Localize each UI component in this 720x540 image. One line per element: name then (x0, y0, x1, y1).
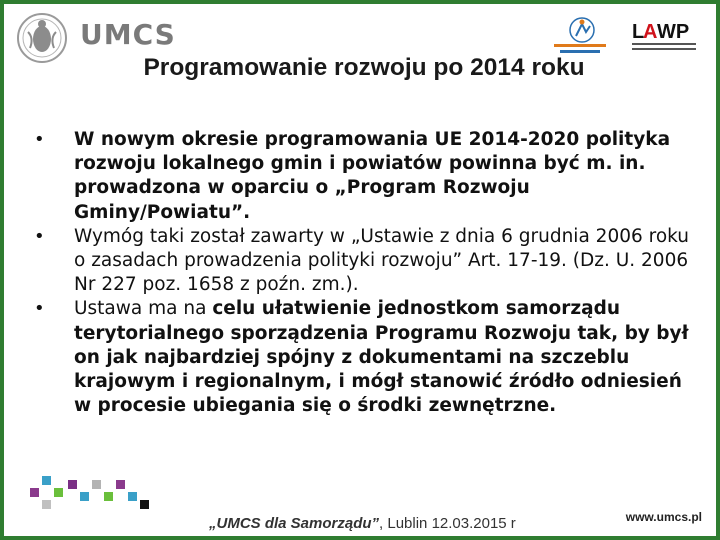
lawp-logo-icon (628, 18, 700, 58)
bullet-item (34, 297, 694, 418)
decorative-squares (28, 474, 158, 522)
bullet-text: Wymóg taki został zawarty w „Ustawie z dnia 6 grudnia 2006 roku o zasadach prowadzenia polityki rozwoju” Art. 17-19. (Dz. U. 2006 Nr 227 poz. 1658 z poźn. zm.). (74, 225, 690, 296)
bullet-list (34, 128, 694, 418)
svg-text:L: L (632, 21, 645, 43)
footer-event-date: , Lublin 12.03.2015 r (379, 515, 516, 532)
bullet-text: Ustawa ma na (74, 298, 213, 320)
bullet-item (34, 128, 694, 225)
slide-title: Programowanie rozwoju po 2014 roku (143, 54, 585, 81)
bullet-marker: • (34, 129, 45, 150)
bullet-text-emphasis: celu ułatwienie jednostkom samorządu terytorialnego sporządzenia Programu Rozwoju tak, by był on jak najbardziej spójny z dokumentami na szczeblu krajowym i regionalnym, i mógł stanowić źródło odniesień w procesie ubiegania się o środki zewnętrzne. (74, 298, 689, 417)
svg-text:A: A (643, 21, 658, 43)
umcs-wordmark: UMCS (80, 18, 176, 51)
bullet-marker: • (34, 225, 45, 247)
bullet-item (34, 225, 694, 298)
footer-event-title: „UMCS dla Samorządu” (209, 515, 380, 532)
svg-text:WP: WP (657, 21, 690, 43)
footer-event (209, 515, 516, 532)
bullet-text: W nowym okresie programowania UE 2014-2020 polityka rozwoju lokalnego gmin i powiatów powinna być m. in. prowadzona w oparciu o „Program Rozwoju Gminy/Powiatu”. (74, 129, 671, 223)
footer-url: www.umcs.pl (625, 510, 702, 524)
partner-logo-icon (552, 16, 608, 58)
bullet-marker: • (34, 298, 45, 320)
